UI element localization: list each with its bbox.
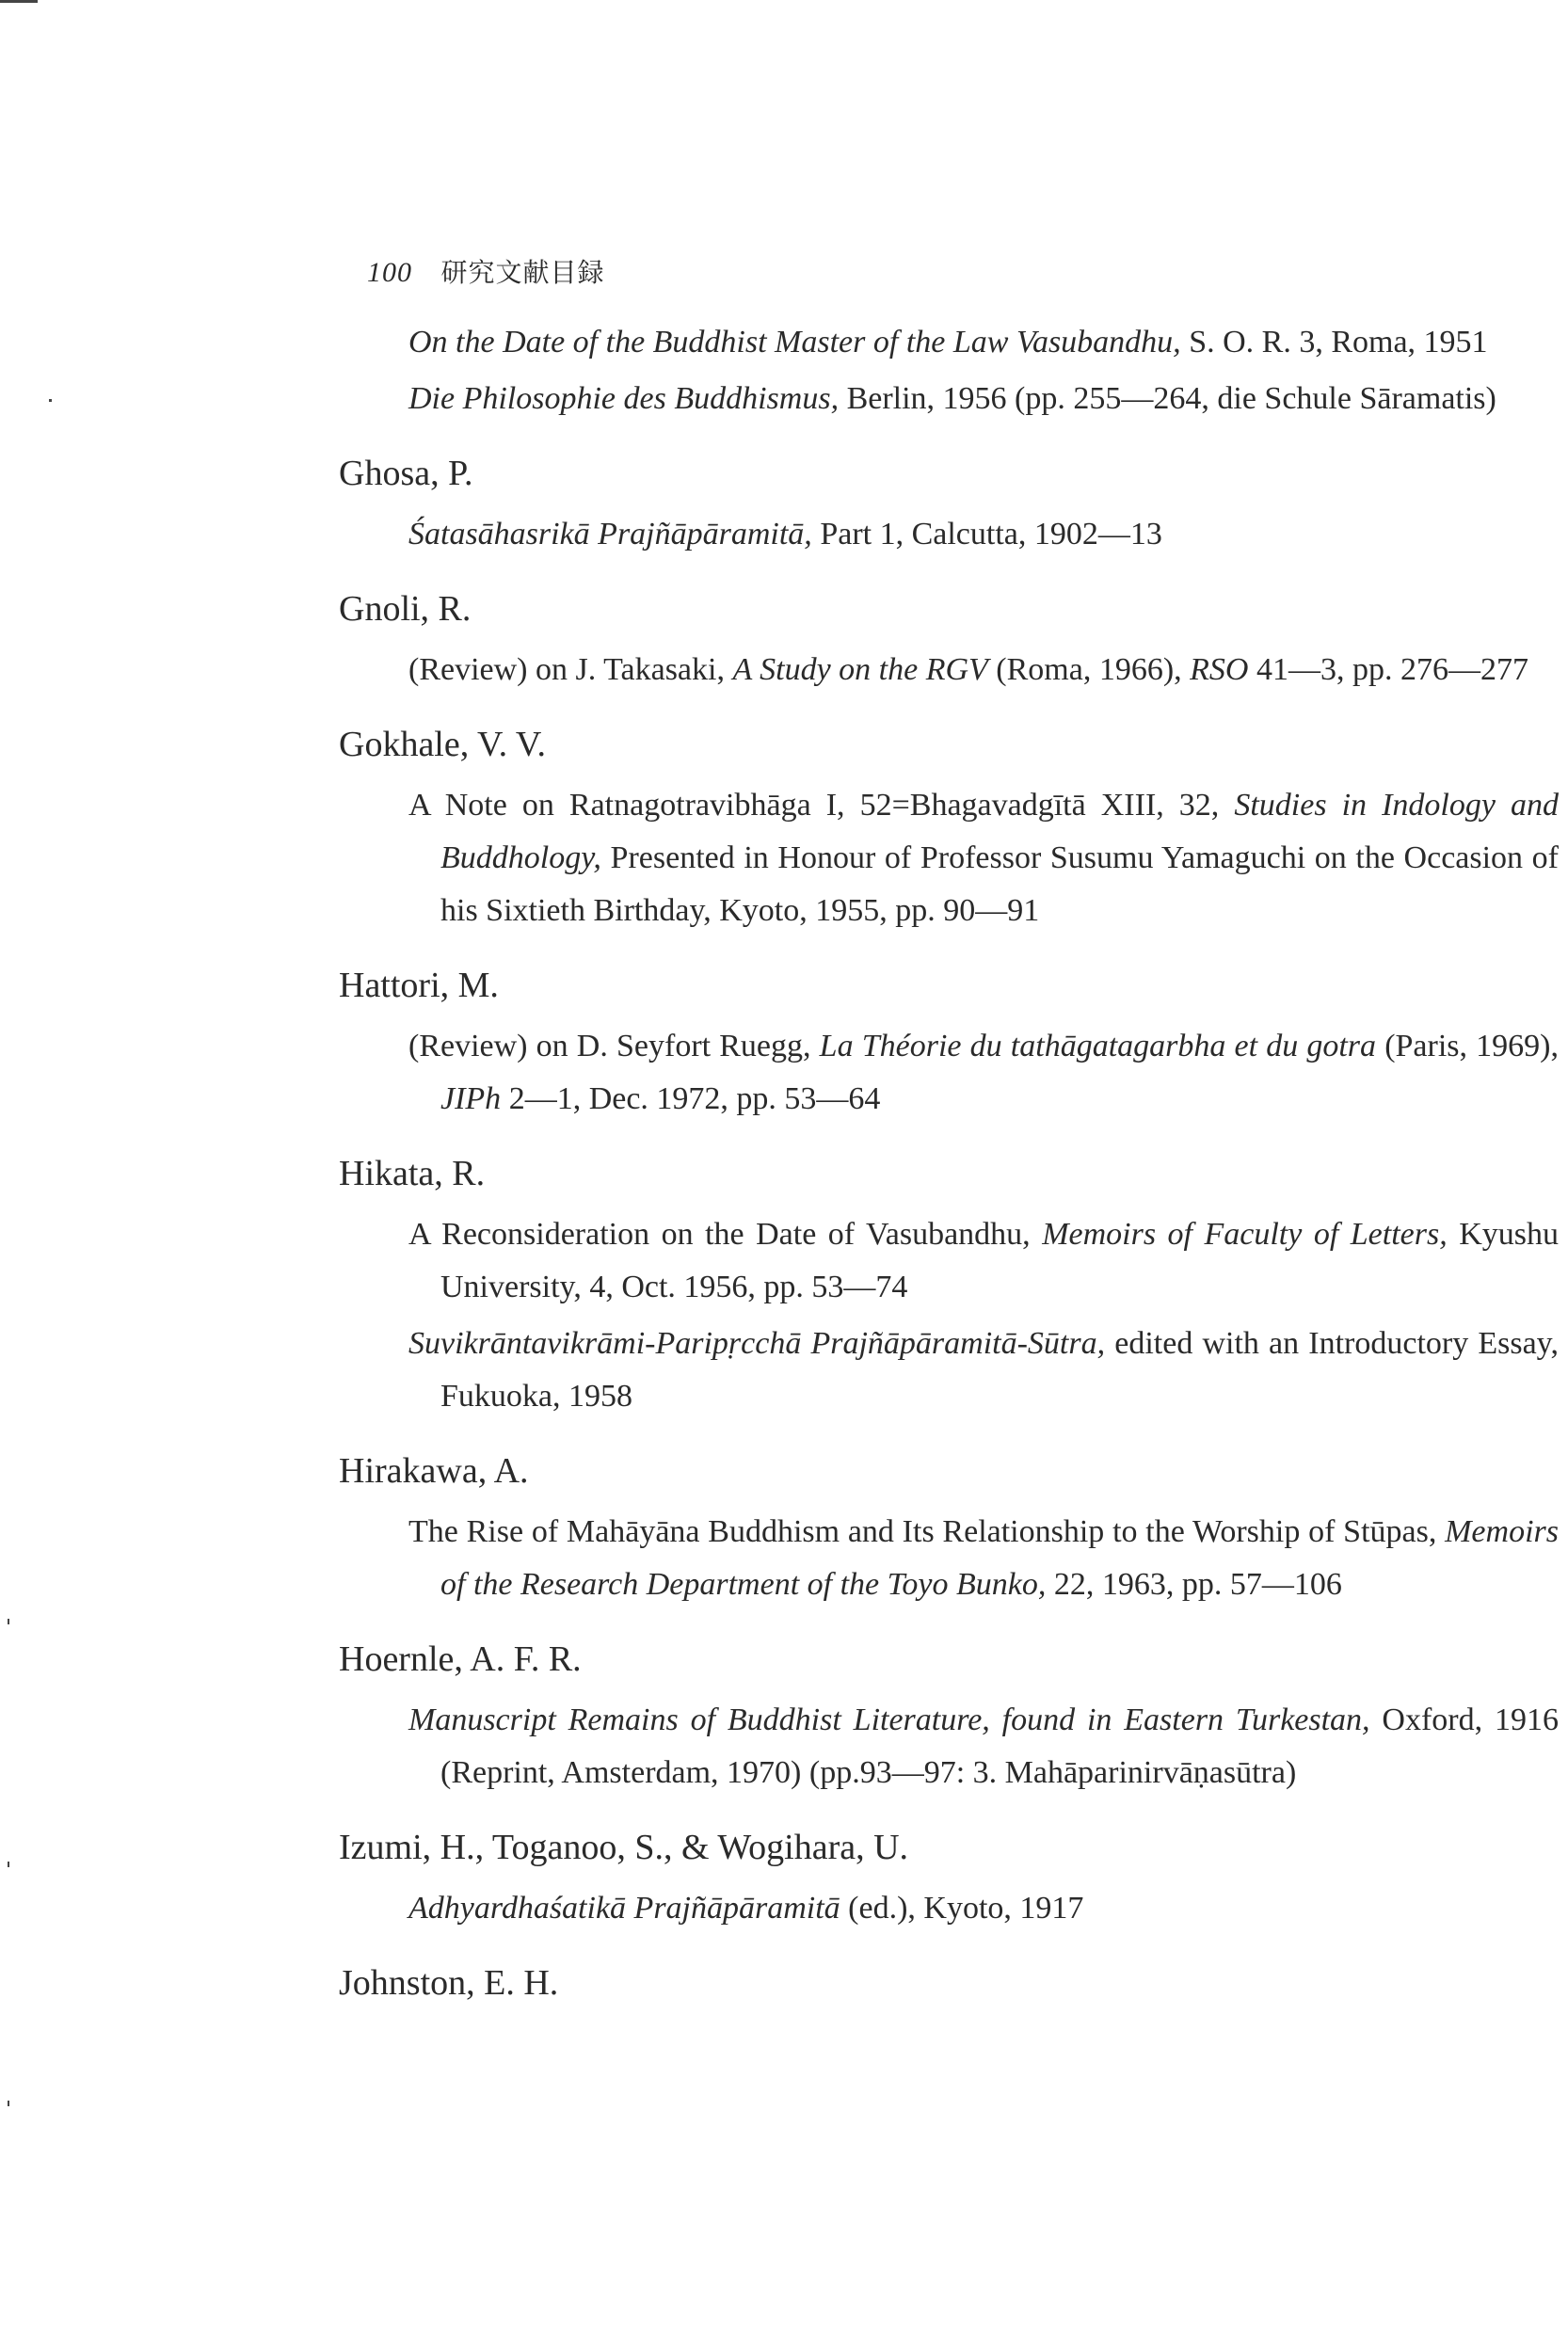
entry-text: Oxford, 1916 (Reprint, Amsterdam, 1970) (pp.93—97: 3. Mahāparinirvāṇasūtra) [440, 1703, 1559, 1790]
author-heading: Gokhale, V. V. [339, 725, 546, 764]
entry-text: (Roma, 1966), [987, 652, 1191, 687]
bibliography-entry [408, 373, 1559, 425]
bibliography-entry [408, 1882, 1559, 1935]
author-heading: Hikata, R. [339, 1154, 486, 1193]
entry-text: Part 1, Calcutta, 1902—13 [811, 517, 1162, 552]
bibliography-entry [408, 1318, 1559, 1423]
entry-title-italic: RSO [1190, 652, 1249, 687]
author-heading: Izumi, H., Toganoo, S., & Wogihara, U. [339, 1828, 909, 1867]
scan-edge-mark [0, 0, 38, 3]
entry-title-italic: JIPh [440, 1081, 502, 1116]
entry-title-italic: On the Date of the Buddhist Master of the Law Vasubandhu, [408, 325, 1181, 360]
entry-text: Presented in Honour of Professor Susumu Yamaguchi on the Occasion of his Sixtieth Birthday, Kyoto, 1955, pp. 90—91 [440, 840, 1559, 928]
entry-text: edited with an Introductory Essay, Fukuoka, 1958 [440, 1326, 1559, 1414]
bibliography-entry [408, 779, 1559, 937]
entry-text: The Rise of Mahāyāna Buddhism and Its Relationship to the Worship of Stūpas, [408, 1514, 1446, 1549]
scan-dot [8, 2101, 9, 2106]
entry-title-italic: Memoirs of Faculty of Letters, [1042, 1217, 1448, 1252]
scan-dot [8, 1862, 9, 1867]
page-number: 100 [367, 257, 412, 288]
entry-title-italic: La Théorie du tathāgatagarbha et du gotra [819, 1029, 1377, 1063]
entry-title-italic: Die Philosophie des Buddhismus, [408, 381, 840, 416]
entry-text: Berlin, 1956 (pp. 255—264, die Schule Sāramatis) [839, 381, 1496, 416]
entry-text: 2—1, Dec. 1972, pp. 53—64 [501, 1081, 881, 1116]
bibliography-entry [408, 644, 1559, 696]
entry-text: Kyushu University, 4, Oct. 1956, pp. 53—74 [440, 1217, 1559, 1304]
bibliography-list [339, 316, 1559, 2018]
author-heading: Johnston, E. H. [339, 1963, 559, 2003]
bibliography-entry [408, 1020, 1559, 1126]
entry-text: (Review) on J. Takasaki, [408, 652, 733, 687]
section-title: 研究文献目録 [440, 257, 605, 288]
author-heading: Hirakawa, A. [339, 1451, 529, 1491]
entry-text: S. O. R. 3, Roma, 1951 [1180, 325, 1488, 360]
entry-text: 22, 1963, pp. 57—106 [1046, 1567, 1342, 1602]
bibliography-entry [408, 1506, 1559, 1611]
author-heading: Hattori, M. [339, 966, 499, 1005]
bibliography-entry [408, 316, 1559, 369]
entry-text: A Reconsideration on the Date of Vasubandhu, [408, 1217, 1043, 1252]
bibliography-entry [408, 508, 1559, 561]
scan-dot [49, 399, 52, 402]
entry-text: 41—3, pp. 276—277 [1248, 652, 1528, 687]
entry-text: (Review) on D. Seyfort Ruegg, [408, 1029, 820, 1063]
author-heading: Ghosa, P. [339, 454, 473, 493]
entry-title-italic: Studies in Indology and Buddhology, [440, 788, 1559, 875]
bibliography-entry [408, 1694, 1559, 1799]
entry-title-italic: Śatasāhasrikā Prajñāpāramitā, [408, 517, 812, 552]
entry-title-italic: Adhyardhaśatikā Prajñāpāramitā [408, 1891, 840, 1926]
scan-dot [8, 1619, 9, 1624]
entry-title-italic: Suvikrāntavikrāmi-Paripṛcchā Prajñāpāramitā-Sūtra, [408, 1326, 1106, 1361]
entry-title-italic: Manuscript Remains of Buddhist Literature, found in Eastern Turkestan, [408, 1703, 1370, 1737]
entry-text: (ed.), Kyoto, 1917 [840, 1891, 1084, 1926]
entry-text: (Paris, 1969), [1376, 1029, 1559, 1063]
entry-title-italic: Memoirs of the Research Department of the Toyo Bunko, [440, 1514, 1559, 1602]
bibliography-entry [408, 1208, 1559, 1314]
entry-text: A Note on Ratnagotravibhāga I, 52=Bhagavadgītā XIII, 32, [408, 788, 1235, 823]
author-heading: Hoernle, A. F. R. [339, 1639, 582, 1679]
running-header [367, 252, 605, 290]
author-heading: Gnoli, R. [339, 589, 472, 629]
entry-title-italic: A Study on the RGV [732, 652, 988, 687]
